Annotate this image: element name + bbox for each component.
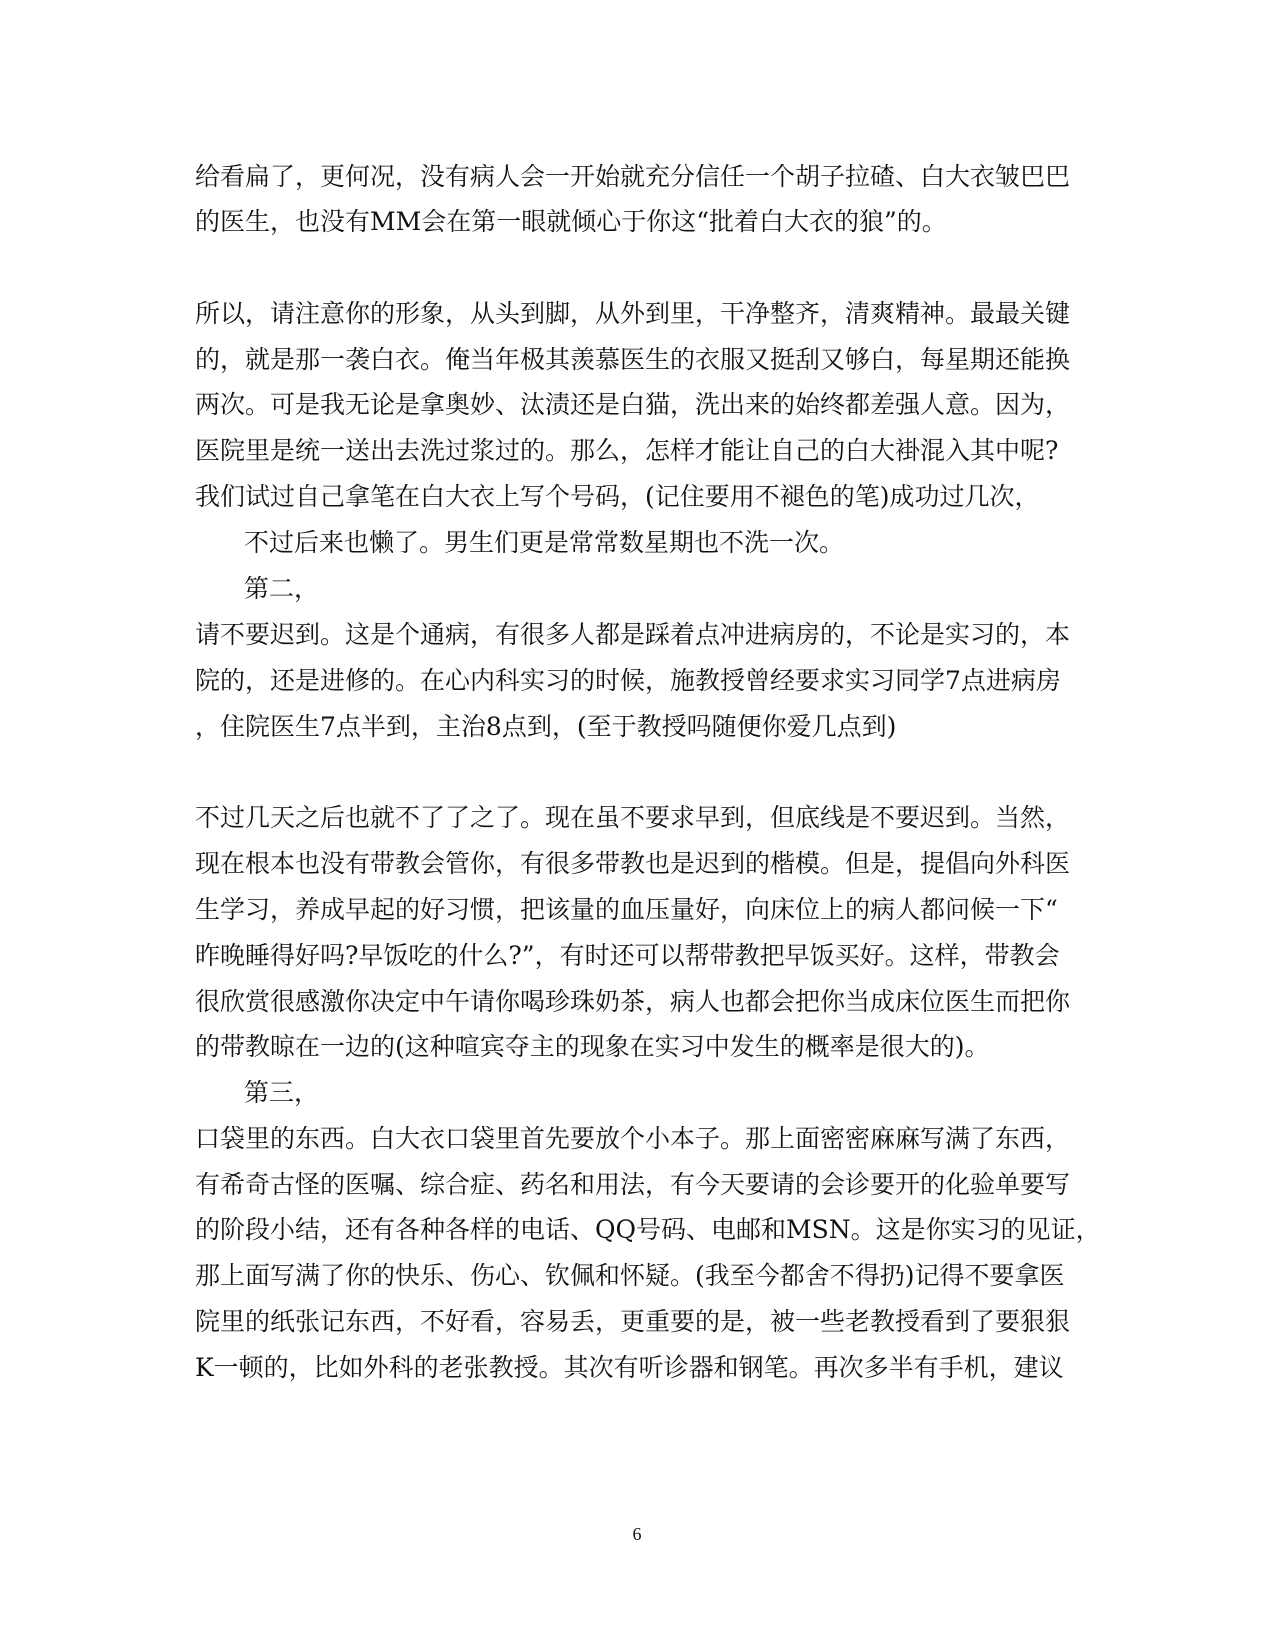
text-line: 院里的纸张记东西，不好看，容易丢，更重要的是，被一些老教授看到了要狠狠 <box>195 1307 1071 1336</box>
text-line: 有希奇古怪的医嘱、综合症、药名和用法，有今天要请的会诊要开的化验单要写 <box>195 1170 1071 1199</box>
text-line: 昨晚睡得好吗?早饭吃的什么?”，有时还可以帮带教把早饭买好。这样，带教会 <box>195 941 1060 970</box>
page-number: 6 <box>632 1524 642 1544</box>
text-line: ，住院医生7点半到，主治8点到，(至于教授吗随便你爱几点到) <box>195 712 897 741</box>
text-line: 很欣赏很感激你决定中午请你喝珍珠奶茶，病人也都会把你当成床位医生而把你 <box>195 987 1071 1016</box>
text-line: 的医生，也没有MM会在第一眼就倾心于你这“批着白大衣的狼”的。 <box>195 207 947 236</box>
text-line: 口袋里的东西。白大衣口袋里首先要放个小本子。那上面密密麻麻写满了东西， <box>195 1124 1071 1153</box>
text-line: 的，就是那一袭白衣。俺当年极其羡慕医生的衣服又挺刮又够白，每星期还能换 <box>195 345 1071 374</box>
text-line: 那上面写满了你的快乐、伤心、钦佩和怀疑。(我至今都舍不得扔)记得不要拿医 <box>195 1261 1065 1290</box>
text-line: 院的，还是进修的。在心内科实习的时候，施教授曾经要求实习同学7点进病房 <box>195 666 1061 695</box>
text-line: 不过几天之后也就不了了之了。现在虽不要求早到，但底线是不要迟到。当然， <box>195 803 1071 832</box>
text-line: 的阶段小结，还有各种各样的电话、QQ号码、电邮和MSN。这是你实习的见证， <box>195 1215 1101 1244</box>
section-heading: 第三， <box>244 1078 320 1107</box>
text-line: 给看扁了，更何况，没有病人会一开始就充分信任一个胡子拉碴、白大衣皱巴巴 <box>195 162 1071 191</box>
text-line: 请不要迟到。这是个通病，有很多人都是踩着点冲进病房的，不论是实习的，本 <box>195 620 1071 649</box>
text-line: 所以，请注意你的形象，从头到脚，从外到里，干净整齐，清爽精神。最最关键 <box>195 299 1071 328</box>
text-line: 现在根本也没有带教会管你，有很多带教也是迟到的楷模。但是，提倡向外科医 <box>195 849 1071 878</box>
text-line: 我们试过自己拿笔在白大衣上写个号码，(记住要用不褪色的笔)成功过几次， <box>195 482 1040 511</box>
text-line: K一顿的，比如外科的老张教授。其次有听诊器和钢笔。再次多半有手机，建议 <box>195 1353 1064 1382</box>
section-heading: 第二， <box>244 574 320 603</box>
text-line: 不过后来也懒了。男生们更是常常数星期也不洗一次。 <box>244 528 845 557</box>
text-line: 的带教晾在一边的(这种喧宾夺主的现象在实习中发生的概率是很大的)。 <box>195 1032 990 1061</box>
text-line: 生学习，养成早起的好习惯，把该量的血压量好，向床位上的病人都问候一下“ <box>195 895 1058 924</box>
text-line: 两次。可是我无论是拿奥妙、汰渍还是白猫，洗出来的始终都差强人意。因为， <box>195 390 1071 419</box>
text-line: 医院里是统一送出去洗过浆过的。那么，怎样才能让自己的白大褂混入其中呢? <box>195 436 1059 465</box>
